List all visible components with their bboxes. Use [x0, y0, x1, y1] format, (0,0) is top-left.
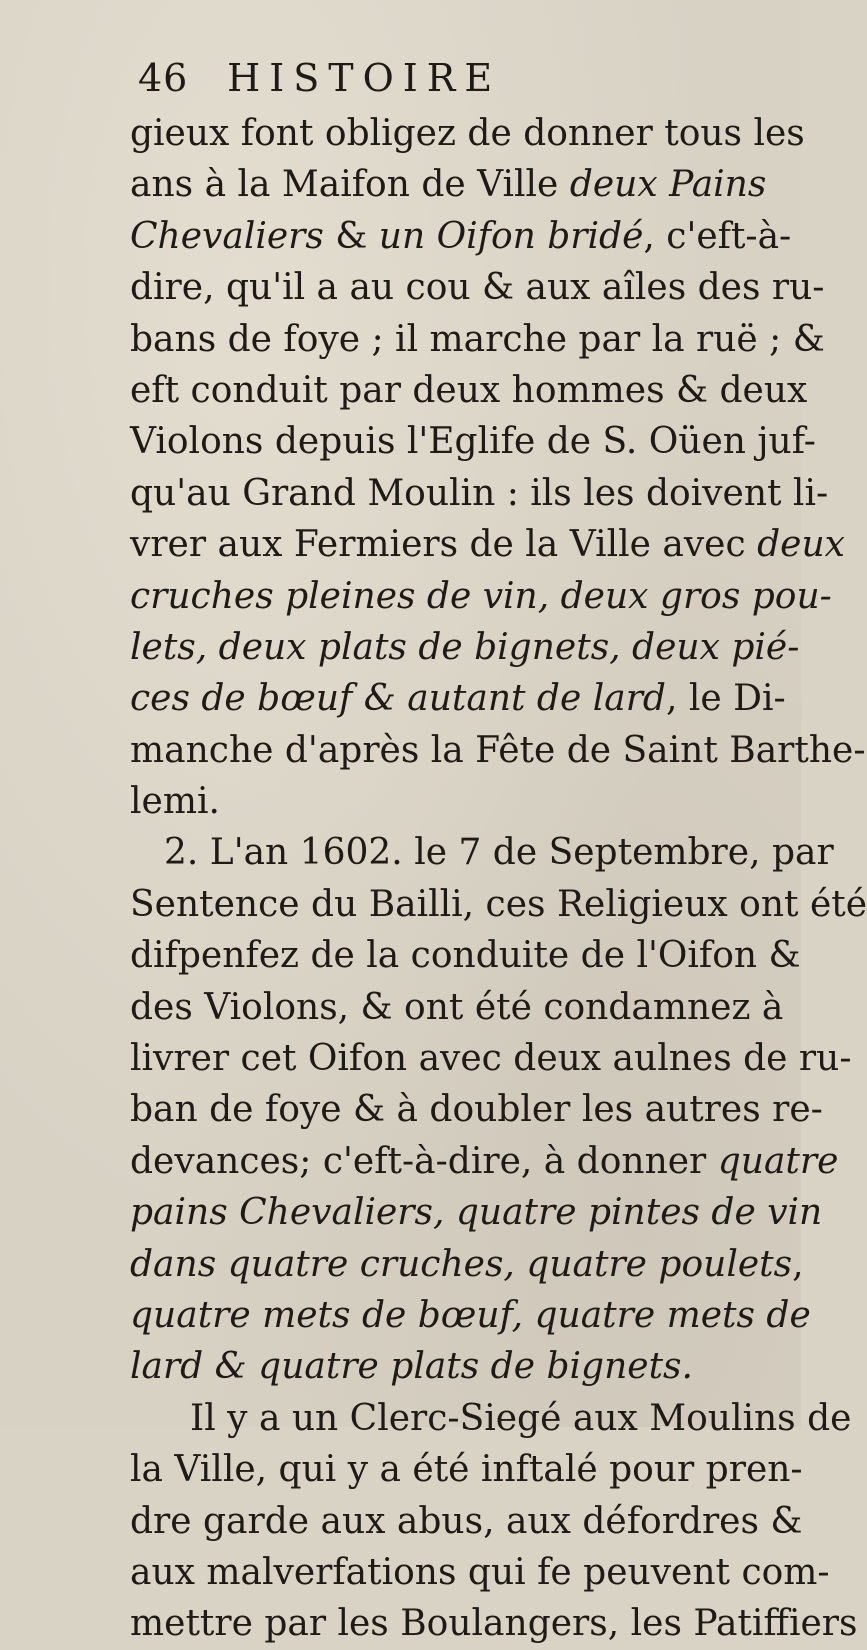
page-number: 46	[138, 56, 189, 100]
text-line	[130, 211, 790, 262]
text-line	[130, 1393, 852, 1444]
text-line	[130, 1341, 790, 1392]
text-line	[130, 879, 867, 930]
text-line	[130, 673, 790, 724]
text-run: 2. L'an 1602. le 7 de Septembre, par	[164, 832, 834, 874]
text-line	[130, 468, 829, 519]
text-line	[130, 416, 816, 467]
text-line	[130, 776, 790, 827]
text-run: , c'eft-à-	[643, 215, 792, 257]
text-run: aux malverfations qui fe peuvent com-	[130, 1551, 830, 1593]
text-run: la Ville, qui y a été inftalé pour pren-	[130, 1449, 803, 1491]
text-run: ban de foye & à doubler les autres re-	[130, 1089, 823, 1131]
text-line	[130, 1496, 803, 1547]
text-run: lemi.	[130, 781, 220, 823]
text-run: deux	[757, 524, 845, 566]
text-run: bans de foye ; il marche par la ruë ; &	[130, 318, 825, 360]
text-run: difpenfez de la conduite de l'Oifon &	[130, 935, 801, 977]
text-run: quatre mets de bœuf, quatre mets de	[130, 1294, 811, 1336]
text-run: Violons depuis l'Eglife de S. Oüen juf-	[130, 421, 816, 463]
text-line	[130, 314, 825, 365]
text-run: ces de bœuf & autant de lard	[130, 678, 666, 720]
text-run: un Oifon bridé	[378, 215, 644, 257]
text-line	[130, 519, 845, 570]
text-line	[130, 159, 790, 210]
text-line	[130, 1290, 811, 1341]
text-run: gieux font obligez de donner tous les	[130, 113, 805, 154]
text-run: lard & quatre plats de bignets.	[130, 1346, 693, 1388]
text-line	[130, 982, 790, 1033]
text-run: ,	[792, 1243, 804, 1285]
text-run: Chevaliers	[130, 215, 324, 257]
text-run: ans à la Maifon de Ville	[130, 164, 570, 206]
text-run: des Violons, & ont été condamnez à	[130, 986, 784, 1028]
text-run: deux Pains	[569, 164, 767, 206]
text-run: vrer aux Fermiers de la Ville avec	[130, 524, 758, 566]
text-line	[130, 1598, 858, 1649]
text-line	[130, 827, 834, 878]
text-line	[130, 622, 800, 673]
text-line	[130, 1187, 823, 1238]
text-run: dire, qu'il a au cou & aux aîles des ru-	[130, 267, 825, 309]
text-line	[130, 1547, 830, 1598]
text-line	[130, 1239, 804, 1290]
text-run: quatre	[717, 1140, 839, 1182]
text-run: livrer cet Oifon avec deux aulnes de ru-	[130, 1038, 852, 1080]
text-run: qu'au Grand Moulin : ils les doivent li-	[130, 472, 829, 514]
text-run: dans quatre cruches, quatre poulets	[130, 1243, 793, 1285]
text-run: cruches pleines de vin, deux gros pou-	[130, 575, 832, 617]
text-run: Il y a un Clerc-Siegé aux Moulins de	[190, 1397, 852, 1439]
text-run: devances; c'eft-à-dire, à donner	[130, 1140, 718, 1182]
text-run: eft conduit par deux hommes & deux	[130, 369, 808, 411]
text-run: manche d'après la Fête de Saint Barthe-	[130, 729, 866, 771]
text-run: mettre par les Boulangers, les Patiffiers	[130, 1603, 858, 1645]
text-line	[130, 930, 801, 981]
text-run: , le Di-	[665, 678, 786, 720]
text-line	[130, 571, 832, 622]
text-line	[130, 725, 866, 776]
text-run: Sentence du Bailli, ces Religieux ont été	[130, 883, 867, 925]
text-line	[130, 1084, 823, 1135]
text-line	[130, 365, 808, 416]
text-run: lets, deux plats de bignets, deux pié-	[130, 626, 800, 668]
text-run: pains Chevaliers, quatre pintes de vin	[130, 1192, 823, 1234]
body-text	[130, 108, 867, 1650]
text-line	[130, 108, 805, 159]
text-run: dre garde aux abus, aux défordres &	[130, 1500, 803, 1542]
text-line	[130, 1444, 803, 1495]
text-line	[130, 262, 825, 313]
page-header	[138, 52, 698, 104]
text-line	[130, 1136, 839, 1187]
text-run: &	[323, 215, 379, 257]
running-title: HISTOIRE	[227, 56, 502, 100]
text-line	[130, 1033, 852, 1084]
